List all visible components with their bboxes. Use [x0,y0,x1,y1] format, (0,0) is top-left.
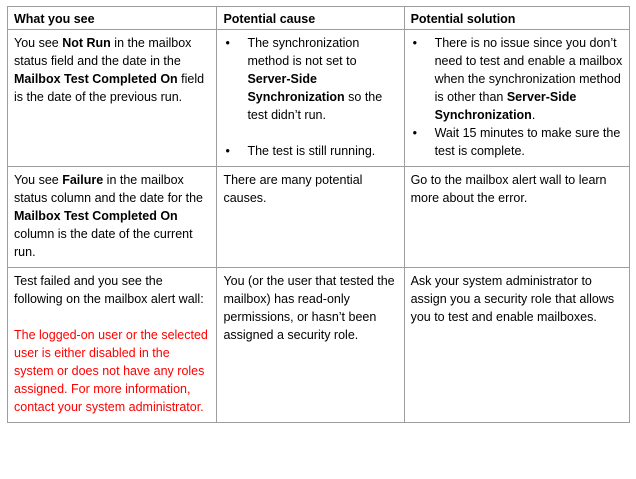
cell-potential-solution [404,30,629,167]
bullet-icon: • [225,36,230,50]
text: The synchronization method is not set to [247,36,360,68]
text: . [531,108,536,122]
text: so the test didn’t run. [247,90,383,122]
bullet-icon: • [412,36,417,50]
header-row [8,7,630,30]
troubleshooting-table [7,6,630,423]
text: You see [14,36,63,50]
cell-potential-cause: There are many potential causes. [217,167,404,268]
list-item [411,34,623,124]
text: Wait 15 minutes to make sure the test is complete. [434,126,621,158]
text: field is the date of the previous run. [14,72,205,104]
cell-what-you-see [8,167,217,268]
bold-text: Server-Side Synchronization [434,90,577,122]
text: in the mailbox status field and the date in the [14,36,192,68]
bold-text: Not Run [62,36,111,50]
list-item [411,124,623,160]
table-row [8,268,630,423]
header-potential-solution: Potential solution [404,7,629,30]
cell-potential-solution: Go to the mailbox alert wall to learn more about the error. [404,167,629,268]
bullet-icon: • [225,144,230,158]
cell-potential-cause: You (or the user that tested the mailbox) has read-only permissions, or hasn’t been assigned a security role. [217,268,404,423]
text: You see [14,173,63,187]
error-message: The logged-on user or the selected user is either disabled in the system or does not have any roles assigned. For more information, contact your system administrator. [14,328,208,414]
list-item [223,34,397,124]
cell-potential-cause [217,30,404,167]
header-potential-cause: Potential cause [217,7,404,30]
cell-what-you-see [8,30,217,167]
bold-text: Mailbox Test Completed On [14,72,178,86]
list-item [223,142,397,160]
bold-text: Failure [62,173,104,187]
bullet-icon: • [412,126,417,140]
table-row [8,30,630,167]
text: in the mailbox status column and the date for the [14,173,204,205]
bullet-list [223,34,397,160]
cell-potential-solution: Ask your system administrator to assign you a security role that allows you to test and enable mailboxes. [404,268,629,423]
header-what-you-see: What you see [8,7,217,30]
text: There is no issue since you don’t need to test and enable a mailbox when the synchronization method is other than [434,36,623,104]
bold-text: Server-Side Synchronization [247,72,345,104]
text: column is the date of the current run. [14,227,193,259]
text: Test failed and you see the following on the mailbox alert wall: [14,274,204,306]
table-row [8,167,630,268]
cell-what-you-see [8,268,217,423]
bold-text: Mailbox Test Completed On [14,209,178,223]
bullet-list [411,34,623,160]
text: The test is still running. [247,144,376,158]
